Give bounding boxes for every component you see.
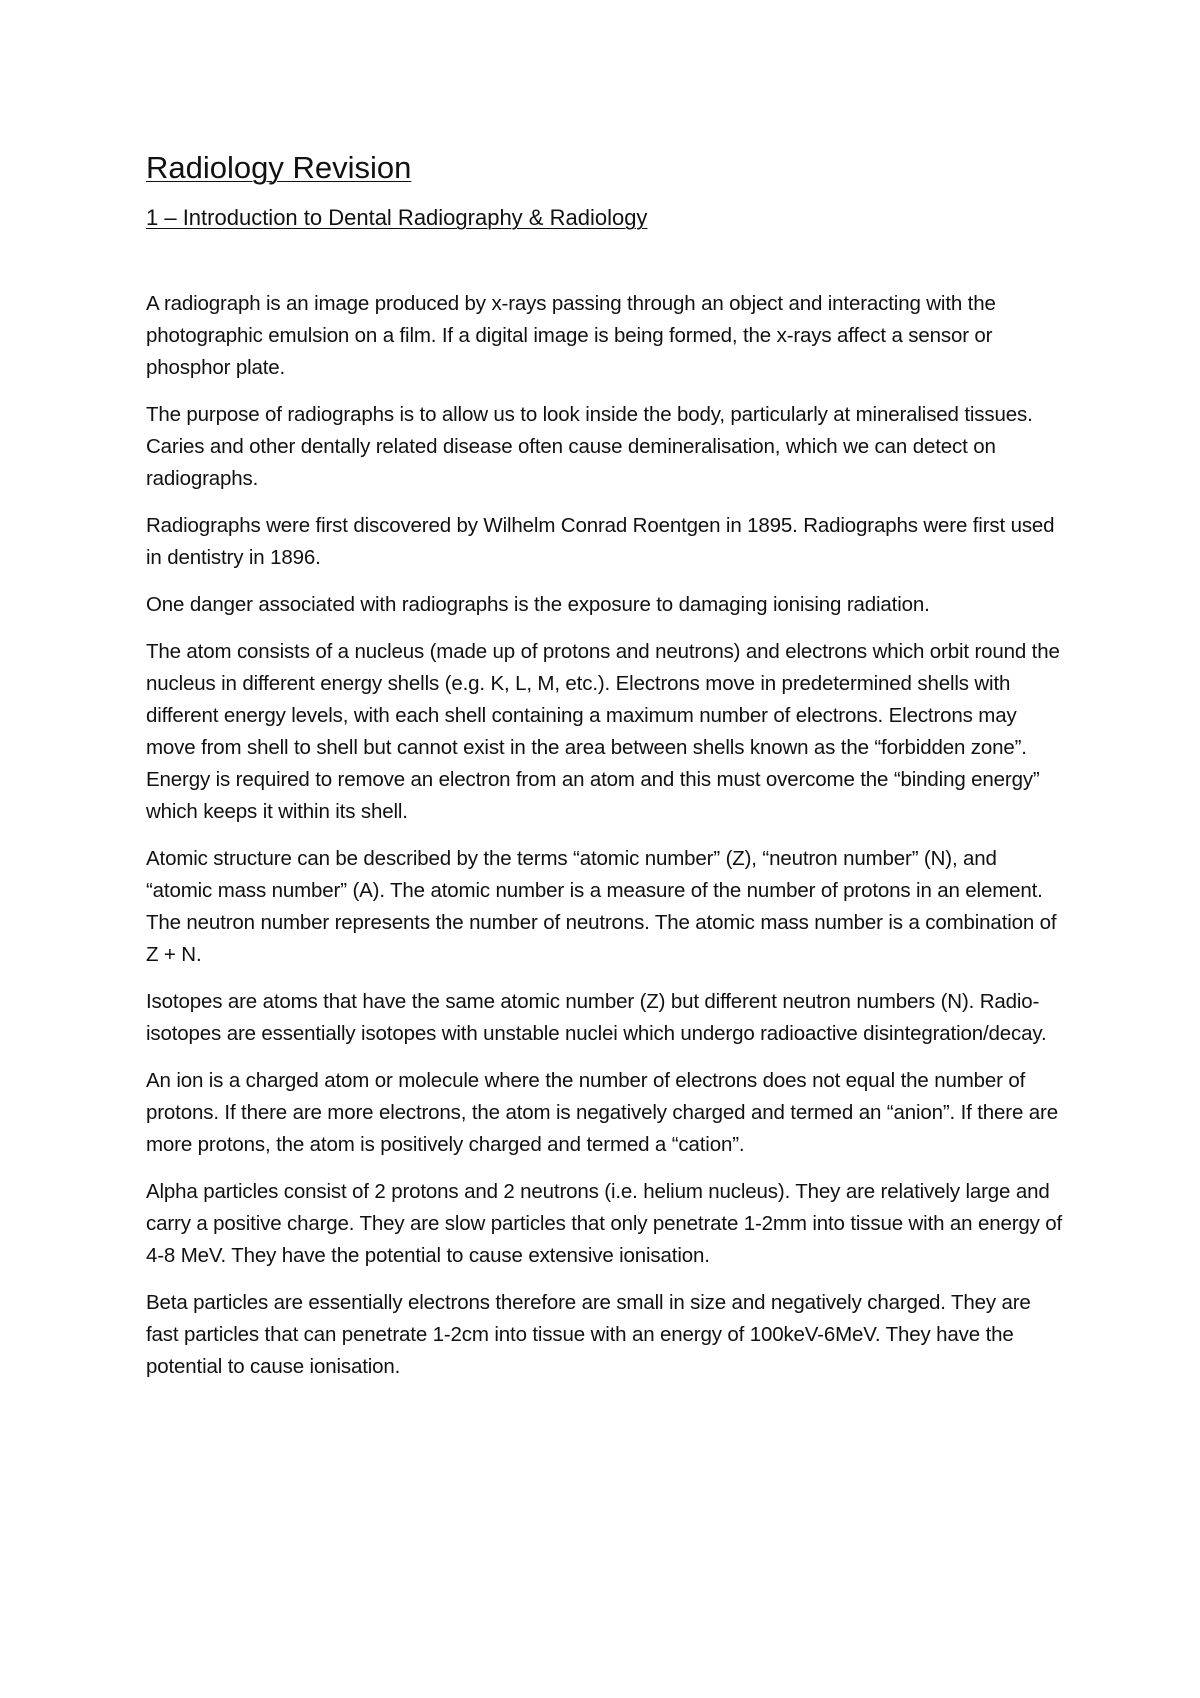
document-content — [146, 146, 1066, 1398]
paragraph-isotopes: Isotopes are atoms that have the same atomic number (Z) but different neutron numbers (N). Radio-isotopes are essentially isotopes with unstable nuclei which undergo radioactive disintegration/decay. — [146, 990, 1047, 1045]
section-heading: 1 – Introduction to Dental Radiography & Radiology — [146, 205, 648, 230]
document-body — [146, 288, 1066, 1383]
paragraph-atom-structure: The atom consists of a nucleus (made up of protons and neutrons) and electrons which orbit round the nucleus in different energy shells (e.g. K, L, M, etc.). Electrons move in predetermined shells with different energy levels, with each shell containing a maximum number of electrons. Electrons may move from shell to shell but cannot exist in the area between shells known as the “forbidden zone”. Energy is required to remove an electron from an atom and this must overcome the “binding energy” which keeps it within its shell. — [146, 640, 1060, 823]
document-title: Radiology Revision — [146, 150, 412, 185]
paragraph-alpha-particles: Alpha particles consist of 2 protons and 2 neutrons (i.e. helium nucleus). They are relatively large and carry a positive charge. They are slow particles that only penetrate 1-2mm into tissue with an energy of 4-8 MeV. They have the potential to cause extensive ionisation. — [146, 1180, 1063, 1267]
paragraph-ions: An ion is a charged atom or molecule where the number of electrons does not equal the number of protons. If there are more electrons, the atom is negatively charged and termed an “anion”. If there are more protons, the atom is positively charged and termed a “cation”. — [146, 1069, 1058, 1156]
paragraph-atomic-terms: Atomic structure can be described by the terms “atomic number” (Z), “neutron number” (N), and “atomic mass number” (A). The atomic number is a measure of the number of protons in an element. The neutron number represents the number of neutrons. The atomic mass number is a combination of Z + N. — [146, 847, 1057, 966]
paragraph-purpose-of-radiographs: The purpose of radiographs is to allow us to look inside the body, particularly at mineralised tissues. Caries and other dentally related disease often cause demineralisation, which we can detect on radiographs. — [146, 403, 1033, 490]
paragraph-history: Radiographs were first discovered by Wilhelm Conrad Roentgen in 1895. Radiographs were first used in dentistry in 1896. — [146, 514, 1055, 569]
paragraph-radiograph-definition: A radiograph is an image produced by x-rays passing through an object and interacting with the photographic emulsion on a film. If a digital image is being formed, the x-rays affect a sensor or phosphor plate. — [146, 292, 996, 379]
paragraph-beta-particles: Beta particles are essentially electrons therefore are small in size and negatively charged. They are fast particles that can penetrate 1-2cm into tissue with an energy of 100keV-6MeV. They have the potential to cause ionisation. — [146, 1291, 1031, 1378]
paragraph-danger: One danger associated with radiographs is the exposure to damaging ionising radiation. — [146, 593, 930, 616]
